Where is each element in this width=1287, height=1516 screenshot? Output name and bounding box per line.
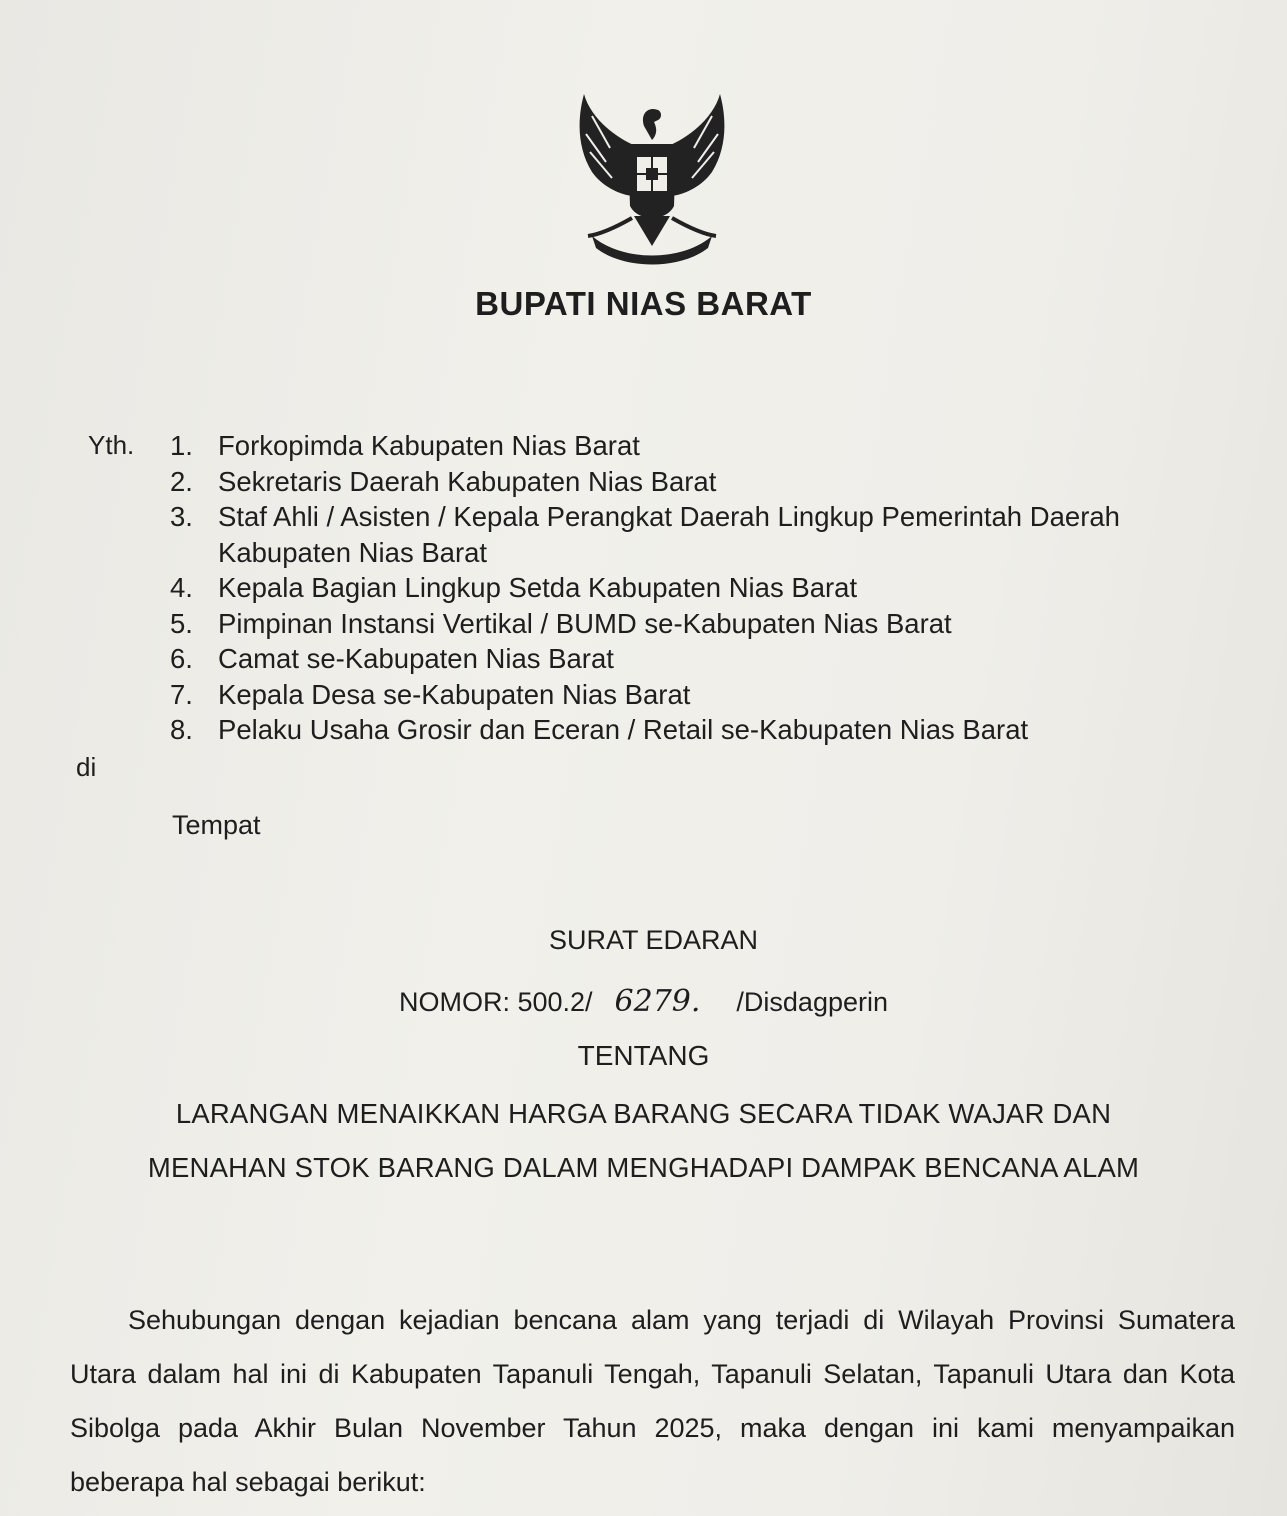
list-number: 2.	[170, 465, 193, 497]
subject-line-2: MENAHAN STOK BARANG DALAM MENGHADAPI DAMPAK BENCANA ALAM	[147, 1152, 1140, 1183]
about-heading: TENTANG	[577, 1040, 710, 1071]
list-number: 6.	[170, 643, 193, 674]
list-text: Camat se-Kabupaten Nias Barat	[218, 643, 614, 674]
list-item	[170, 677, 1228, 713]
garuda-emblem-icon	[562, 86, 742, 271]
list-item	[170, 570, 1228, 606]
letter-number	[0, 984, 1287, 1019]
location-tempat: Tempat	[172, 810, 261, 840]
recipient-list	[170, 428, 1228, 748]
list-item	[170, 606, 1228, 642]
salutation: Yth.	[88, 430, 135, 460]
list-text: Pelaku Usaha Grosir dan Eceran / Retail se-Kabupaten Nias Barat	[218, 714, 1029, 745]
list-number: 1.	[170, 430, 193, 461]
list-item	[170, 712, 1228, 748]
list-item	[170, 428, 1228, 464]
body-paragraph: Sehubungan dengan kejadian bencana alam yang terjadi di Wilayah Provinsi Sumatera Utara dalam hal ini di Kabupaten Tapanuli Tengah, Tapanuli Selatan, Tapanuli Utara dan Kota Sibolga pada Akhir Bulan November Tahun 2025, maka dengan ini kami menyampaikan beberapa hal sebagai berikut:	[70, 1305, 1235, 1497]
letter-type: SURAT EDARAN	[548, 925, 759, 955]
list-item	[170, 641, 1228, 677]
list-number: 3.	[170, 501, 193, 532]
list-text: Forkopimda Kabupaten Nias Barat	[218, 430, 640, 461]
list-number: 4.	[170, 572, 193, 603]
list-text: Kepala Desa se-Kabupaten Nias Barat	[218, 678, 691, 710]
list-text: Kepala Bagian Lingkup Setda Kabupaten Nias Barat	[218, 572, 858, 603]
list-item	[170, 464, 1228, 500]
list-number: 5.	[170, 607, 193, 639]
number-suffix: /Disdagperin	[736, 987, 889, 1017]
handwritten-number: 6279.	[614, 984, 701, 1019]
list-text: Pimpinan Instansi Vertikal / BUMD se-Kabupaten Nias Barat	[218, 607, 952, 639]
document-title: BUPATI NIAS BARAT	[475, 285, 812, 322]
list-text: Sekretaris Daerah Kabupaten Nias Barat	[218, 465, 717, 497]
list-item	[170, 499, 1228, 570]
list-number: 7.	[170, 678, 193, 710]
location-di: di	[76, 752, 97, 782]
subject-line-1: LARANGAN MENAIKKAN HARGA BARANG SECARA TIDAK WAJAR DAN	[175, 1098, 1112, 1129]
number-prefix: NOMOR: 500.2/	[398, 987, 593, 1017]
list-number: 8.	[170, 714, 193, 745]
list-text: Staf Ahli / Asisten / Kepala Perangkat Daerah Lingkup Pemerintah Daerah Kabupaten Nias Barat	[218, 501, 1120, 568]
